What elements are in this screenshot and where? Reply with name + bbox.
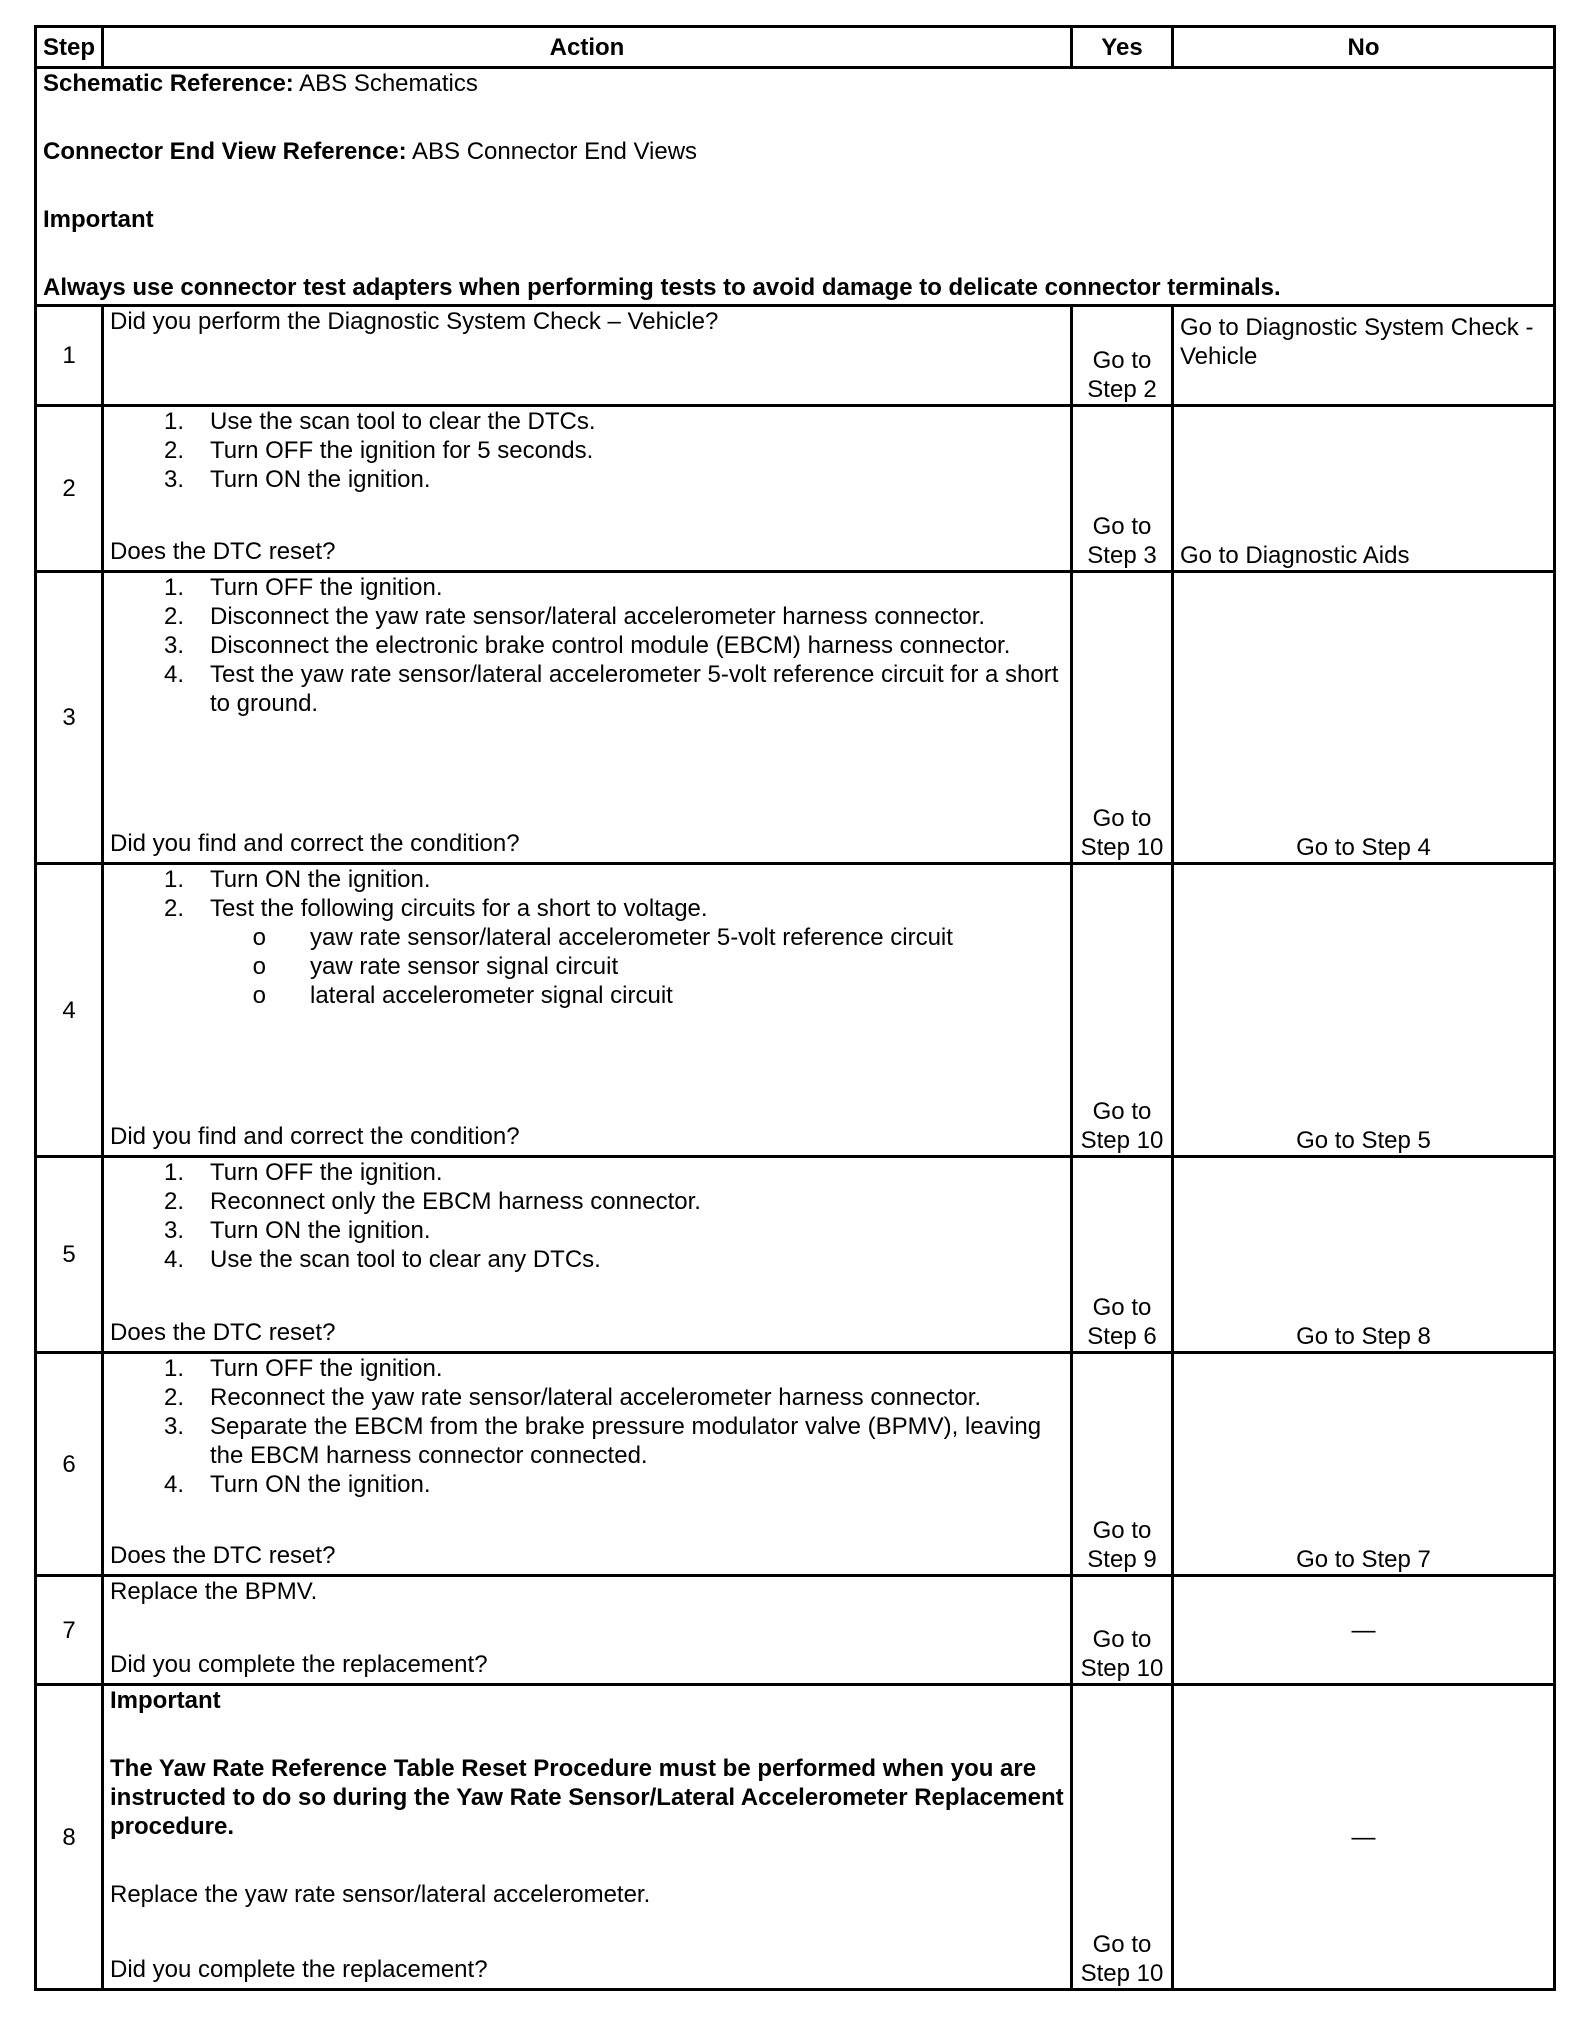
diagnostic-table	[34, 25, 1556, 1991]
step-question: Did you perform the Diagnostic System Check – Vehicle?	[110, 308, 719, 335]
list-item: 4. Turn ON the ignition.	[163, 1471, 431, 1498]
step-row-2	[36, 406, 1555, 572]
step-question: Did you complete the replacement?	[110, 1651, 488, 1678]
step-action	[103, 1157, 1072, 1353]
list-item: 4. Use the scan tool to clear any DTCs.	[163, 1246, 601, 1273]
yes-cell: Go to Step 2	[1072, 306, 1173, 406]
yes-cell: Go to Step 10	[1072, 1576, 1173, 1685]
step-row-1	[36, 306, 1555, 406]
step-question: Did you find and correct the condition?	[110, 830, 520, 857]
step-number: 7	[36, 1576, 103, 1685]
sub-list-item: o yaw rate sensor signal circuit	[252, 953, 619, 980]
no-cell: Go to Step 5	[1173, 864, 1555, 1157]
yes-cell: Go to Step 6	[1072, 1157, 1173, 1353]
no-cell: Go to Diagnostic Aids	[1173, 406, 1555, 572]
list-item: 2. Test the following circuits for a short to voltage.	[163, 895, 708, 922]
step-question: Does the DTC reset?	[110, 1542, 336, 1569]
step-number: 5	[36, 1157, 103, 1353]
step-action	[103, 1685, 1072, 1990]
sub-list	[110, 923, 1064, 1010]
step-action	[103, 572, 1072, 864]
list-item: 3. Turn ON the ignition.	[163, 1217, 431, 1244]
step-number: 6	[36, 1353, 103, 1576]
step-number: 4	[36, 864, 103, 1157]
intro-cell	[36, 68, 1555, 306]
yes-cell: Go to Step 10	[1072, 572, 1173, 864]
intro-row	[36, 68, 1555, 306]
step-instruction: Replace the BPMV.	[110, 1578, 318, 1605]
list-item: 2. Reconnect only the EBCM harness connector.	[163, 1188, 701, 1215]
list-item: 3. Turn ON the ignition.	[163, 466, 431, 493]
step-number: 3	[36, 572, 103, 864]
header-no: No	[1173, 27, 1555, 68]
step-list	[110, 1158, 1064, 1274]
step-row-4	[36, 864, 1555, 1157]
no-cell: —	[1173, 1685, 1555, 1990]
yes-cell: Go to Step 9	[1072, 1353, 1173, 1576]
no-cell: Go to Step 4	[1173, 572, 1555, 864]
no-cell: Go to Step 8	[1173, 1157, 1555, 1353]
header-step: Step	[36, 27, 103, 68]
list-item: 2. Reconnect the yaw rate sensor/lateral accelerometer harness connector.	[163, 1384, 982, 1411]
step-list	[110, 865, 1064, 923]
header-yes: Yes	[1072, 27, 1173, 68]
yes-cell: Go to Step 10	[1072, 864, 1173, 1157]
yes-cell: Go to Step 3	[1072, 406, 1173, 572]
list-item: 1. Turn OFF the ignition.	[163, 1355, 443, 1382]
step-question: Did you find and correct the condition?	[110, 1123, 520, 1150]
list-item: 3. Disconnect the electronic brake control module (EBCM) harness connector.	[163, 632, 1011, 659]
step-number: 8	[36, 1685, 103, 1990]
no-cell: Go to Step 7	[1173, 1353, 1555, 1576]
list-item: 2. Turn OFF the ignition for 5 seconds.	[163, 437, 594, 464]
step-question: Does the DTC reset?	[110, 538, 336, 565]
step-number: 1	[36, 306, 103, 406]
step-list	[110, 1354, 1064, 1499]
step-question: Did you complete the replacement?	[110, 1956, 488, 1983]
important-label: Important	[110, 1687, 221, 1714]
no-cell: —	[1173, 1576, 1555, 1685]
important-label: Important	[43, 206, 154, 233]
step-action	[103, 1576, 1072, 1685]
important-text: Always use connector test adapters when performing tests to avoid damage to delicate connector terminals.	[43, 274, 1281, 301]
step-row-6	[36, 1353, 1555, 1576]
step-list	[110, 407, 1064, 494]
schematic-reference: Schematic Reference: ABS Schematics	[43, 70, 478, 97]
list-item: 4. Test the yaw rate sensor/lateral accelerometer 5-volt reference circuit for a short to ground.	[163, 661, 1059, 717]
connector-reference: Connector End View Reference: ABS Connector End Views	[43, 138, 698, 165]
list-item: 3. Separate the EBCM from the brake pressure modulator valve (BPMV), leaving the EBCM harness connector connected.	[163, 1413, 1042, 1469]
step-instruction: Replace the yaw rate sensor/lateral accelerometer.	[110, 1881, 651, 1908]
step-row-5	[36, 1157, 1555, 1353]
sub-list-item: o yaw rate sensor/lateral accelerometer 5-volt reference circuit	[252, 924, 953, 951]
step-question: Does the DTC reset?	[110, 1319, 336, 1346]
sub-list-item: o lateral accelerometer signal circuit	[252, 982, 673, 1009]
important-text: The Yaw Rate Reference Table Reset Procedure must be performed when you are instructed to do so during the Yaw Rate Sensor/Lateral Accelerometer Replacement procedure.	[110, 1755, 1064, 1840]
list-item: 1. Turn OFF the ignition.	[163, 574, 443, 601]
list-item: 1. Turn OFF the ignition.	[163, 1159, 443, 1186]
step-row-3	[36, 572, 1555, 864]
step-row-7	[36, 1576, 1555, 1685]
step-action	[103, 1353, 1072, 1576]
step-list	[110, 573, 1064, 718]
list-item: 1. Turn ON the ignition.	[163, 866, 431, 893]
step-number: 2	[36, 406, 103, 572]
no-cell: Go to Diagnostic System Check - Vehicle	[1173, 306, 1555, 406]
list-item: 2. Disconnect the yaw rate sensor/lateral accelerometer harness connector.	[163, 603, 986, 630]
header-row	[36, 27, 1555, 68]
yes-cell: Go to Step 10	[1072, 1685, 1173, 1990]
list-item: 1. Use the scan tool to clear the DTCs.	[163, 408, 596, 435]
step-action	[103, 864, 1072, 1157]
step-action	[103, 306, 1072, 406]
step-row-8	[36, 1685, 1555, 1990]
header-action: Action	[103, 27, 1072, 68]
step-action	[103, 406, 1072, 572]
